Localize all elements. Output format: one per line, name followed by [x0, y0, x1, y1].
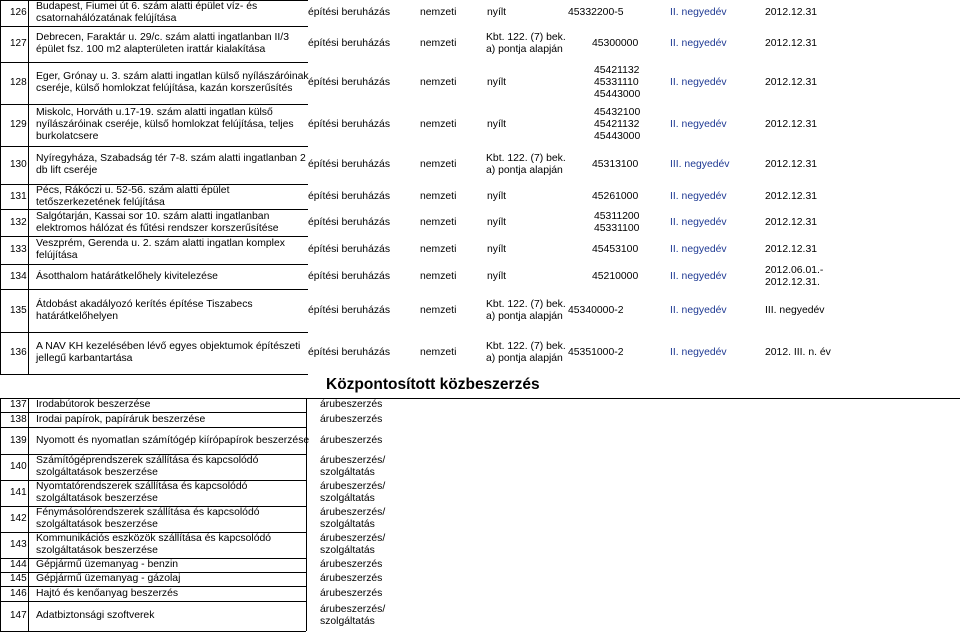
row-description: Miskolc, Horváth u.17-19. szám alatti ingatlan külső: [36, 107, 273, 118]
procurement-kind: szolgáltatás: [320, 467, 375, 478]
planned-quarter: II. negyedév: [670, 190, 727, 202]
procurement-kind: árubeszerzés/: [320, 604, 386, 615]
row-description: Nyomtatórendszerek szállítása és kapcsolódó: [36, 481, 248, 492]
row-number-divider: [0, 236, 28, 237]
row-description: Számítógéprendszerek szállítása és kapcsolódó: [36, 455, 259, 466]
row-description-divider: [28, 146, 308, 147]
row-description: épület fsz. 100 m2 alapterületen irattár kialakítása: [36, 44, 266, 55]
planned-quarter: II. negyedév: [670, 304, 727, 316]
cpv-code: 45313100: [592, 159, 639, 170]
cpv-code: 45432100: [594, 107, 641, 118]
cpv-code: 45351000-2: [568, 347, 624, 358]
row-number: 133: [10, 244, 27, 255]
table-top-border: [0, 0, 308, 1]
table-left-border: [0, 0, 1, 374]
row-number: 147: [10, 610, 27, 621]
row-number: 126: [10, 7, 27, 18]
row-description: burkolatcsere: [36, 131, 99, 142]
procurement-scope: nemzeti: [420, 77, 457, 88]
row-number: 134: [10, 270, 27, 282]
row-number: 128: [10, 77, 27, 88]
cpv-code: 45421132: [594, 65, 640, 76]
row-description: Irodabútorok beszerzése: [36, 399, 151, 410]
row-description: Eger, Grónay u. 3. szám alatti ingatlan külső nyílászáróinak: [36, 71, 309, 82]
cpv-code: 45340000-2: [568, 304, 624, 316]
procurement-scope: nemzeti: [420, 304, 457, 316]
procurement-kind: árubeszerzés: [320, 434, 383, 446]
procedure-type: nyílt: [487, 7, 507, 18]
row-description: Nyomott és nyomatlan számítógép kiírópapírok beszerzése: [36, 434, 310, 446]
procurement-scope: nemzeti: [420, 216, 457, 228]
section-title: Központosított közbeszerzés: [326, 376, 540, 393]
planned-quarter: III. negyedév: [670, 159, 730, 170]
row-number-divider: [0, 184, 28, 185]
row-description: db lift cseréje: [36, 165, 98, 176]
procurement-kind: árubeszerzés/: [320, 533, 386, 544]
row-description: Fénymásolórendszerek szállítása és kapcsolódó: [36, 507, 260, 518]
row-number-divider: [0, 332, 28, 333]
procurement-kind: szolgáltatás: [320, 616, 375, 627]
procurement-type: építési beruházás: [308, 38, 391, 49]
row-description: tetőszerkezetének felújítása: [36, 197, 165, 208]
lower-table-left-border: [0, 398, 1, 631]
procedure-type: Kbt. 122. (7) bek.: [486, 153, 566, 164]
row-number-divider: [0, 62, 28, 63]
procurement-scope: nemzeti: [420, 270, 457, 282]
deadline-date: 2012.12.31: [765, 190, 818, 202]
deadline-date: 2012.06.01.-: [765, 265, 824, 276]
deadline-date: 2012.12.31: [765, 119, 818, 130]
procurement-kind: árubeszerzés/: [320, 455, 386, 466]
row-number-divider: [0, 374, 28, 375]
deadline-date: 2012.12.31: [765, 216, 818, 228]
row-number-divider: [0, 26, 28, 27]
procurement-kind: szolgáltatás: [320, 545, 375, 556]
procedure-type: Kbt. 122. (7) bek.: [486, 298, 566, 310]
row-description: nyílászáróinak cseréje, külső homlokzat felújítása, teljes: [36, 119, 294, 130]
deadline-date: 2012. III. n. év: [765, 347, 831, 358]
row-description: Salgótarján, Kassai sor 10. szám alatti ingatlanban: [36, 210, 270, 222]
planned-quarter: II. negyedév: [670, 216, 727, 228]
row-number: 136: [10, 347, 27, 358]
row-description: Debrecen, Faraktár u. 29/c. szám alatti ingatlanban II/3: [36, 32, 289, 43]
row-number: 131: [10, 190, 27, 202]
row-number: 143: [10, 539, 27, 550]
procedure-type: a) pontja alapján: [486, 310, 563, 322]
deadline-date: 2012.12.31.: [765, 277, 820, 288]
planned-quarter: II. negyedév: [670, 244, 727, 255]
row-description: Átdobást akadályozó kerítés építése Tiszabecs: [36, 298, 253, 310]
procedure-type: a) pontja alapján: [486, 44, 563, 55]
planned-quarter: II. negyedév: [670, 347, 727, 358]
row-number: 145: [10, 573, 27, 584]
cpv-code: 45331110: [594, 77, 639, 88]
row-description: Kommunikációs eszközök szállítása és kapcsolódó: [36, 533, 272, 544]
cpv-code: 45261000: [592, 190, 639, 202]
row-number-divider: [0, 264, 28, 265]
cpv-code: 45311200: [594, 210, 640, 222]
procedure-type: Kbt. 122. (7) bek.: [486, 341, 566, 352]
row-description: Nyíregyháza, Szabadság tér 7-8. szám alatti ingatlanban 2: [36, 153, 306, 164]
row-description: Gépjármű üzemanyag - gázolaj: [36, 573, 181, 584]
procurement-type: építési beruházás: [308, 304, 391, 316]
row-description-divider: [28, 236, 308, 237]
row-description: határátkelőhelyen: [36, 310, 119, 322]
cpv-code: 45210000: [592, 270, 639, 282]
row-description: csatornahálózatának felújítása: [36, 13, 177, 24]
row-number: 127: [10, 38, 27, 49]
row-description: szolgáltatások beszerzése: [36, 545, 158, 556]
procurement-kind: árubeszerzés/: [320, 507, 386, 518]
planned-quarter: II. negyedév: [670, 77, 727, 88]
procurement-type: építési beruházás: [308, 244, 391, 255]
row-number: 137: [10, 399, 27, 410]
row-description: felújítása: [36, 250, 78, 261]
procurement-kind: árubeszerzés: [320, 573, 383, 584]
procedure-type: a) pontja alapján: [486, 165, 563, 176]
row-description: szolgáltatások beszerzése: [36, 493, 158, 504]
row-number: 146: [10, 587, 27, 599]
procurement-type: építési beruházás: [308, 347, 391, 358]
procurement-kind: szolgáltatás: [320, 493, 375, 504]
cpv-code: 45443000: [594, 131, 641, 142]
procurement-scope: nemzeti: [420, 190, 457, 202]
row-description: Budapest, Fiumei út 6. szám alatti épület víz- és: [36, 1, 258, 12]
procurement-scope: nemzeti: [420, 244, 457, 255]
lower-row-divider: [0, 427, 306, 428]
procedure-type: nyílt: [487, 216, 507, 228]
row-description: Ásotthalom határátkelőhely kivitelezése: [36, 270, 218, 282]
row-number-divider: [0, 289, 28, 290]
row-number: 144: [10, 559, 27, 570]
procurement-kind: árubeszerzés: [320, 399, 383, 410]
procurement-type: építési beruházás: [308, 270, 391, 282]
procurement-scope: nemzeti: [420, 159, 457, 170]
row-number-divider: [0, 209, 28, 210]
procedure-type: Kbt. 122. (7) bek.: [486, 32, 566, 43]
row-description: Pécs, Rákóczi u. 52-56. szám alatti épület: [36, 185, 230, 196]
procurement-scope: nemzeti: [420, 38, 457, 49]
deadline-date: III. negyedév: [765, 304, 825, 316]
row-description: Hajtó és kenőanyag beszerzés: [36, 587, 179, 599]
procurement-type: építési beruházás: [308, 159, 391, 170]
procurement-type: építési beruházás: [308, 119, 391, 130]
row-description: Irodai papírok, papíráruk beszerzése: [36, 413, 206, 425]
cpv-code: 45331100: [594, 222, 640, 234]
planned-quarter: II. negyedév: [670, 38, 727, 49]
row-description: A NAV KH kezelésében lévő egyes objektumok építészeti: [36, 341, 301, 352]
procurement-kind: árubeszerzés: [320, 587, 383, 599]
row-description: jellegű karbantartása: [36, 353, 133, 364]
row-number: 129: [10, 119, 27, 130]
procedure-type: nyílt: [487, 119, 507, 130]
row-description-divider: [28, 332, 308, 333]
procurement-kind: árubeszerzés: [320, 559, 383, 570]
planned-quarter: II. negyedév: [670, 7, 727, 18]
deadline-date: 2012.12.31: [765, 38, 818, 49]
row-description-divider: [28, 264, 308, 265]
procurement-type: építési beruházás: [308, 77, 391, 88]
lower-number-column-divider: [28, 398, 29, 631]
row-description-divider: [28, 104, 308, 105]
row-description: szolgáltatások beszerzése: [36, 519, 158, 530]
row-number: 140: [10, 461, 27, 472]
row-description-divider: [28, 26, 308, 27]
cpv-code: 45332200-5: [568, 7, 624, 18]
procedure-type: nyílt: [487, 270, 507, 282]
cpv-code: 45453100: [592, 244, 639, 255]
planned-quarter: II. negyedév: [670, 119, 727, 130]
procurement-kind: árubeszerzés: [320, 413, 383, 425]
lower-description-column-divider: [306, 398, 307, 631]
row-number: 130: [10, 159, 27, 170]
procedure-type: a) pontja alapján: [486, 353, 563, 364]
procurement-type: építési beruházás: [308, 190, 391, 202]
row-description-divider: [28, 62, 308, 63]
planned-quarter: II. negyedév: [670, 270, 727, 282]
row-description: Gépjármű üzemanyag - benzin: [36, 559, 179, 570]
row-number: 132: [10, 216, 27, 228]
procurement-scope: nemzeti: [420, 119, 457, 130]
procurement-kind: szolgáltatás: [320, 519, 375, 530]
row-description: Adatbiztonsági szoftverek: [36, 610, 155, 621]
deadline-date: 2012.12.31: [765, 159, 818, 170]
row-description: szolgáltatások beszerzése: [36, 467, 158, 478]
row-number-divider: [0, 104, 28, 105]
row-number: 141: [10, 487, 27, 498]
lower-row-divider: [0, 601, 306, 602]
row-description: elektromos hálózat és fűtési rendszer korszerűsítése: [36, 222, 279, 234]
cpv-code: 45421132: [594, 119, 640, 130]
procedure-type: nyílt: [487, 77, 507, 88]
row-number-divider: [0, 146, 28, 147]
procurement-scope: nemzeti: [420, 7, 457, 18]
procurement-type: építési beruházás: [308, 7, 391, 18]
deadline-date: 2012.12.31: [765, 7, 818, 18]
row-number: 138: [10, 413, 27, 425]
procurement-kind: árubeszerzés/: [320, 481, 386, 492]
procurement-scope: nemzeti: [420, 347, 457, 358]
row-number: 135: [10, 304, 27, 316]
cpv-code: 45300000: [592, 38, 639, 49]
procedure-type: nyílt: [487, 190, 507, 202]
procurement-type: építési beruházás: [308, 216, 391, 228]
row-number: 142: [10, 513, 27, 524]
row-description: Veszprém, Gerenda u. 2. szám alatti ingatlan komplex: [36, 238, 285, 249]
procedure-type: nyílt: [487, 244, 507, 255]
number-column-divider: [28, 0, 29, 374]
cpv-code: 45443000: [594, 89, 641, 100]
deadline-date: 2012.12.31: [765, 77, 818, 88]
row-description: cseréje, külső homlokzat felújítása, kazán korszerűsítés: [36, 83, 293, 94]
row-number: 139: [10, 434, 27, 446]
row-description-divider: [28, 374, 308, 375]
row-description-divider: [28, 289, 308, 290]
deadline-date: 2012.12.31: [765, 244, 818, 255]
